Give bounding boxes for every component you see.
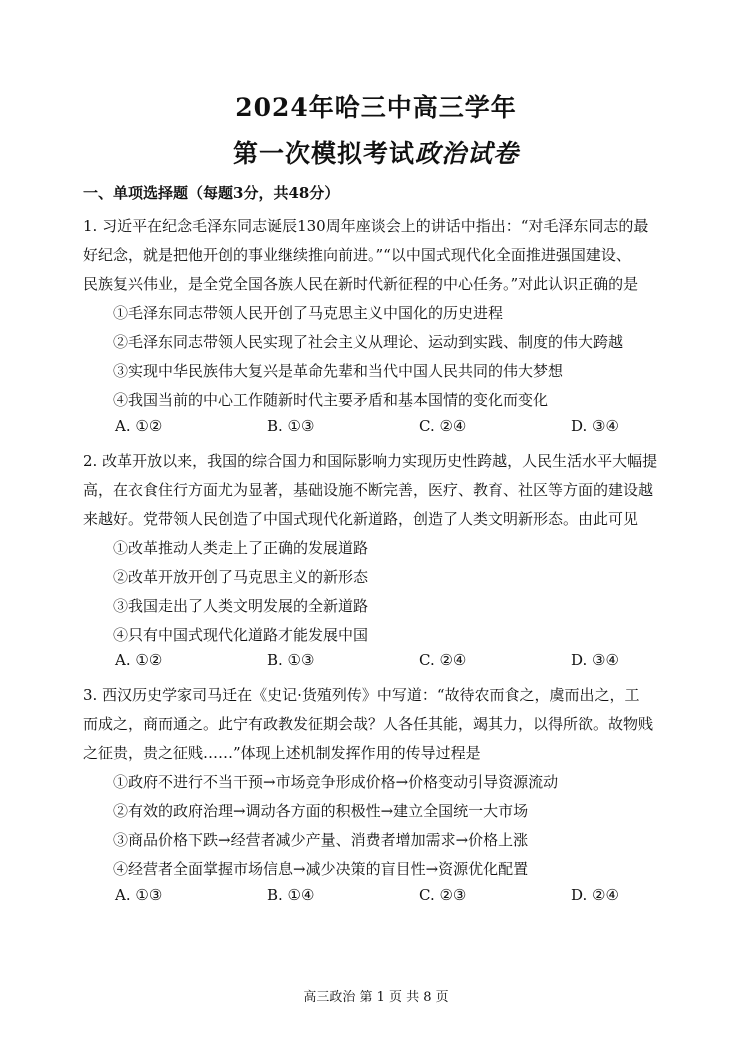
question-2-option-a: A. ①② bbox=[115, 651, 163, 669]
question-1-item-4: ④我国当前的中心工作随新时代主要矛盾和基本国情的变化而变化 bbox=[113, 391, 549, 409]
question-3-item-2: ②有效的政府治理→调动各方面的积极性→建立全国统一大市场 bbox=[113, 802, 529, 820]
question-2-option-b: B. ①③ bbox=[267, 651, 315, 669]
question-2-item-4: ④只有中国式现代化道路才能发展中国 bbox=[113, 626, 369, 644]
question-3-line-3: 之征贵，贵之征贱……”体现上述机制发挥作用的传导过程是 bbox=[83, 744, 481, 762]
question-3-item-3: ③商品价格下跌→经营者减少产量、消费者增加需求→价格上涨 bbox=[113, 831, 529, 849]
question-2-option-d: D. ③④ bbox=[571, 651, 619, 669]
section-heading: 一、单项选择题（每题3分，共48分） bbox=[83, 184, 340, 202]
question-1-item-2: ②毛泽东同志带领人民实现了社会主义从理论、运动到实践、制度的伟大跨越 bbox=[113, 333, 624, 351]
question-2-item-3: ③我国走出了人类文明发展的全新道路 bbox=[113, 597, 369, 615]
question-3-option-a: A. ①③ bbox=[115, 886, 163, 904]
question-2-line-2: 高，在衣食住行方面尤为显著，基础设施不断完善，医疗、教育、社区等方面的建设越 bbox=[83, 481, 654, 499]
exam-title-line2 bbox=[0, 134, 752, 170]
question-3-option-c: C. ②③ bbox=[419, 886, 467, 904]
question-3-item-1: ①政府不进行不当干预→市场竞争形成价格→价格变动引导资源流动 bbox=[113, 773, 559, 791]
question-1-option-b: B. ①③ bbox=[267, 417, 315, 435]
question-3-line-1: 3. 西汉历史学家司马迁在《史记·货殖列传》中写道：“故待农而食之，虞而出之，工 bbox=[83, 686, 640, 704]
question-1-line-2: 好纪念，就是把他开创的事业继续推向前进。”“以中国式现代化全面推进强国建设、 bbox=[83, 246, 631, 264]
question-3-option-d: D. ②④ bbox=[571, 886, 619, 904]
question-2-option-c: C. ②④ bbox=[419, 651, 467, 669]
exam-title-main: 第一次模拟考试 bbox=[232, 139, 415, 168]
question-2-item-2: ②改革开放开创了马克思主义的新形态 bbox=[113, 568, 369, 586]
question-3-option-b: B. ①④ bbox=[267, 886, 315, 904]
question-3-line-2: 而成之，商而通之。此宁有政教发征期会哉？人各任其能，竭其力，以得所欲。故物贱 bbox=[83, 715, 654, 733]
question-1-option-c: C. ②④ bbox=[419, 417, 467, 435]
question-2-line-3: 来越好。党带领人民创造了中国式现代化新道路，创造了人类文明新形态。由此可见 bbox=[83, 510, 639, 528]
question-3-item-4: ④经营者全面掌握市场信息→减少决策的盲目性→资源优化配置 bbox=[113, 860, 529, 878]
exam-subject: 政治试卷 bbox=[415, 139, 520, 168]
question-2-item-1: ①改革推动人类走上了正确的发展道路 bbox=[113, 539, 369, 557]
question-1-line-3: 民族复兴伟业，是全党全国各族人民在新时代新征程的中心任务。”对此认识正确的是 bbox=[83, 275, 639, 293]
page-footer: 高三政治 第 1 页 共 8 页 bbox=[303, 990, 449, 1005]
question-2-line-1: 2. 改革开放以来，我国的综合国力和国际影响力实现历史性跨越，人民生活水平大幅提 bbox=[83, 452, 658, 470]
question-1-option-d: D. ③④ bbox=[571, 417, 619, 435]
question-1-item-3: ③实现中华民族伟大复兴是革命先辈和当代中国人民共同的伟大梦想 bbox=[113, 362, 564, 380]
exam-title-line1: 2024年哈三中高三学年 bbox=[235, 93, 517, 122]
question-1-line-1: 1. 习近平在纪念毛泽东同志诞辰130周年座谈会上的讲话中指出：“对毛泽东同志的最 bbox=[83, 217, 649, 235]
question-1-item-1: ①毛泽东同志带领人民开创了马克思主义中国化的历史进程 bbox=[113, 304, 504, 322]
question-1-option-a: A. ①② bbox=[115, 417, 163, 435]
